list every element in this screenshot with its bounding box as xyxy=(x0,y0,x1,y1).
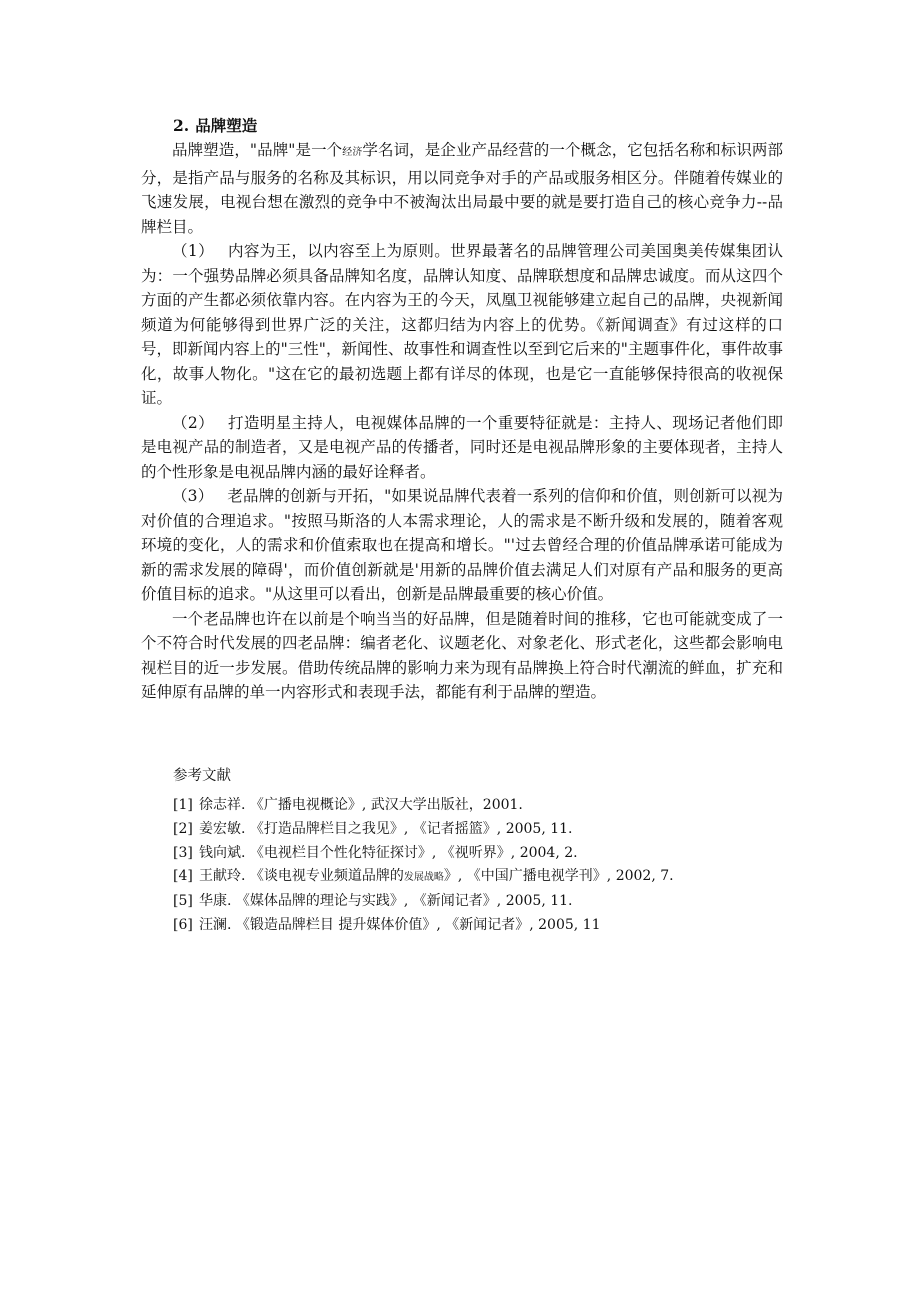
section-title: 品牌塑造 xyxy=(195,116,258,135)
item-paragraph-3 xyxy=(141,484,783,607)
reference-item xyxy=(173,842,801,866)
item-label: （1） xyxy=(172,242,214,260)
reference-item xyxy=(173,818,801,842)
article-body xyxy=(141,113,783,705)
reference-small-text: 发展战略 xyxy=(403,872,444,884)
item-text: 老品牌的创新与开拓，"如果说品牌代表着一系列的信仰和价值，则创新可以视为对价值的合理追求。"按照马斯洛的人本需求理论，人的需求是不断升级和发展的，随着客观环境的变化，人的需求和价值索取也在提高和增长。"'过去曾经合理的价值品牌承诺可能成为新的需求发展的障碍'，而价值创新就是'用新的品牌价值去满足人们对原有产品和服务的更高价值目标的追求。"从这里可以看出，创新是品牌最重要的核心价值。 xyxy=(141,487,783,603)
item-text: 打造明星主持人，电视媒体品牌的一个重要特征就是：主持人、现场记者他们即是电视产品的制造者，又是电视产品的传播者，同时还是电视品牌形象的主要体现者，主持人的个性形象是电视品牌内涵的最好诠释者。 xyxy=(141,413,783,481)
reference-index: [5] xyxy=(173,893,193,910)
intro-small-text: 经济 xyxy=(342,147,363,158)
reference-index: [2] xyxy=(173,820,193,837)
intro-text-part1: 品牌塑造，"品牌"是一个 xyxy=(172,141,343,159)
item-label: （2） xyxy=(172,413,214,432)
references-title: 参考文献 xyxy=(173,768,231,784)
reference-index: [4] xyxy=(173,868,193,885)
references-list xyxy=(141,794,801,938)
reference-text-tail: 》, 《中国广播电视学刊》, 2002, 7. xyxy=(443,868,674,885)
reference-item xyxy=(173,890,801,914)
reference-text: 华康. 《媒体品牌的理论与实践》, 《新闻记者》, 2005, 11. xyxy=(199,893,573,910)
intro-paragraph xyxy=(141,138,783,239)
item-paragraph-1 xyxy=(141,239,783,411)
references-section xyxy=(141,764,801,938)
item-label: （3） xyxy=(172,487,214,505)
reference-text: 王献玲. 《谈电视专业频道品牌的 xyxy=(199,868,404,885)
reference-item xyxy=(173,914,801,938)
item-text: 内容为王，以内容至上为原则。世界最著名的品牌管理公司美国奥美传媒集团认为：一个强势品牌必须具备品牌知名度，品牌认知度、品牌联想度和品牌忠诚度。而从这四个方面的产生都必须依靠内容。在内容为王的今天，凤凰卫视能够建立起自己的品牌，央视新闻频道为何能够得到世界广泛的关注，这都归结为内容上的优势。《新闻调查》有过这样的口号，即新闻内容上的"三性"，新闻性、故事性和调查性以至到它后来的"主题事件化，事件故事化，故事人物化。"这在它的最初选题上都有详尽的体现，也是它一直能够保持很高的收视保证。 xyxy=(141,242,783,407)
reference-item xyxy=(173,794,801,818)
reference-text: 钱向斌. 《电视栏目个性化特征探讨》, 《视听界》, 2004, 2. xyxy=(199,844,578,861)
item-paragraph-2 xyxy=(141,411,783,485)
reference-index: [1] xyxy=(173,797,193,813)
reference-item xyxy=(173,865,801,890)
reference-index: [6] xyxy=(173,916,193,933)
reference-text: 姜宏敏. 《打造品牌栏目之我见》, 《记者摇篮》, 2005, 11. xyxy=(199,820,573,837)
section-number: 2. xyxy=(173,116,190,135)
section-heading xyxy=(173,113,783,138)
intro-text-part2: 学名词，是企业产品经营的一个概念，它包括名称和标识两部分，是指产品与服务的名称及其标识，用以同竞争对手的产品或服务相区分。伴随着传媒业的飞速发展，电视台想在激烈的竞争中不被淘汰出局最中要的就是要打造自己的核心竞争力--品牌栏目。 xyxy=(141,141,784,236)
reference-text: 汪澜. 《锻造品牌栏目 提升媒体价值》, 《新闻记者》, 2005, 11 xyxy=(199,916,601,933)
reference-index: [3] xyxy=(173,844,193,861)
closing-paragraph: 一个老品牌也许在以前是个响当当的好品牌，但是随着时间的推移，它也可能就变成了一个不符合时代发展的四老品牌：编者老化、议题老化、对象老化、形式老化，这些都会影响电视栏目的近一步发展。借助传统品牌的影响力来为现有品牌换上符合时代潮流的鲜血，扩充和延伸原有品牌的单一内容形式和表现手法，都能有利于品牌的塑造。 xyxy=(141,609,783,701)
reference-text: 徐志祥. 《广播电视概论》, 武汉大学出版社，2001. xyxy=(199,797,523,813)
